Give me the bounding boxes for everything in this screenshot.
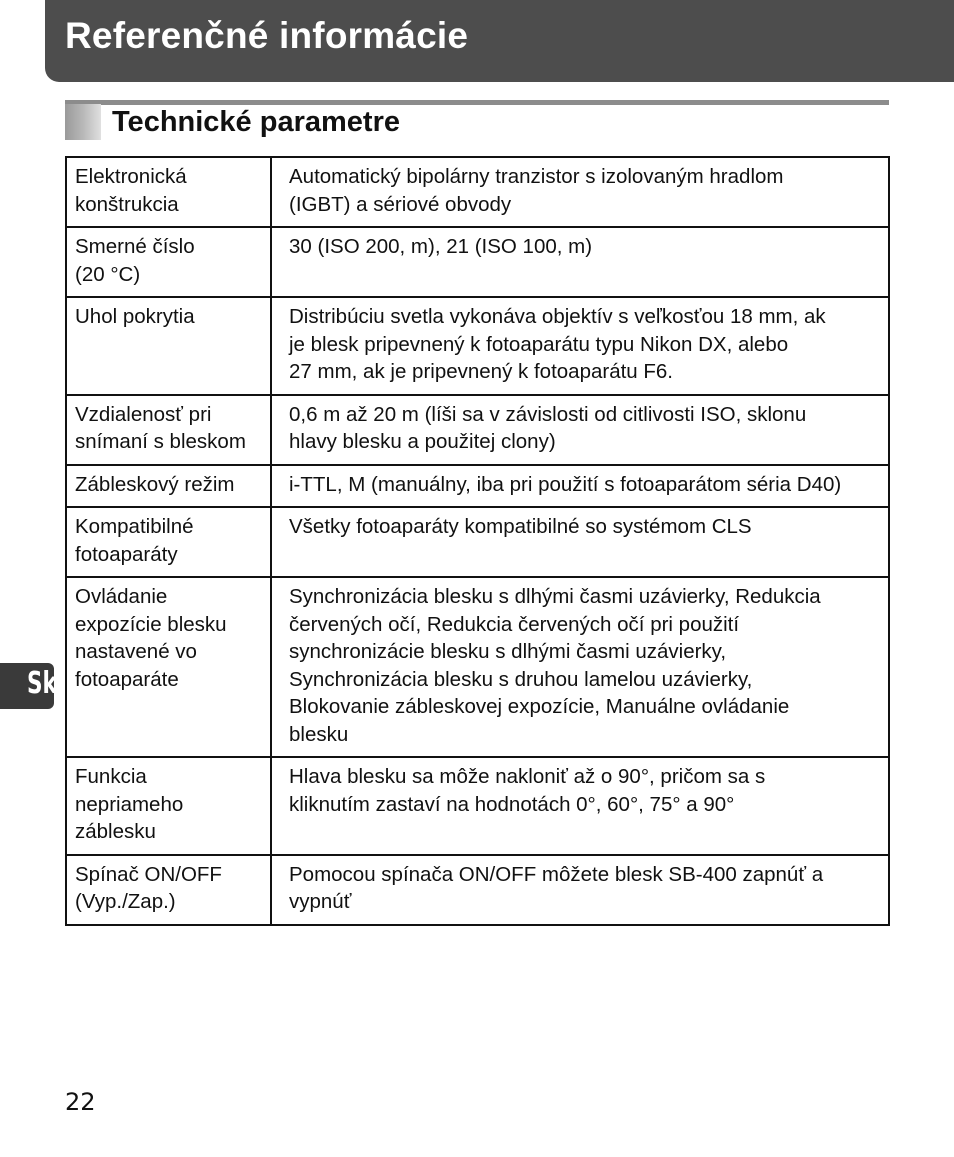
spec-label-cell	[66, 157, 271, 227]
spec-label-line: nepriameho	[75, 792, 184, 816]
spec-label-line: Funkcia	[75, 765, 147, 788]
spec-label-line: (20 °C)	[75, 262, 141, 286]
spec-value-line: synchronizácie blesku s dlhými časmi uzávierky,	[289, 640, 727, 663]
spec-label-line: fotoaparáty	[75, 542, 178, 566]
spec-table	[65, 156, 890, 926]
spec-value-line: Všetky fotoaparáty kompatibilné so systémom CLS	[289, 515, 752, 538]
spec-label-line: Vzdialenosť pri	[75, 402, 212, 426]
spec-label-line: snímaní s bleskom	[75, 430, 246, 453]
spec-value-cell	[271, 757, 889, 855]
spec-label-line: Ovládanie	[75, 585, 168, 608]
table-row	[66, 577, 889, 757]
spec-label-line: Uhol pokrytia	[75, 305, 195, 328]
spec-value-line: je blesk pripevnený k fotoaparátu typu Nikon DX, alebo	[289, 332, 789, 356]
table-row	[66, 855, 889, 925]
page-title: Referenčné informácie	[65, 15, 469, 56]
spec-value-cell	[271, 577, 889, 757]
spec-value-cell	[271, 855, 889, 925]
spec-label-line: Smerné číslo	[75, 235, 195, 258]
spec-label-cell	[66, 465, 271, 508]
spec-label-cell	[66, 855, 271, 925]
spec-value-line: 27 mm, ak je pripevnený k fotoaparátu F6.	[289, 360, 674, 383]
language-tab	[0, 663, 57, 709]
table-row	[66, 227, 889, 297]
spec-label-line: Kompatibilné	[75, 515, 194, 538]
spec-value-cell	[271, 227, 889, 297]
spec-label-line: fotoaparáte	[75, 667, 179, 691]
table-row	[66, 465, 889, 508]
spec-value-line: Automatický bipolárny tranzistor s izolovaným hradlom	[289, 165, 784, 188]
spec-value-line: 30 (ISO 200, m), 21 (ISO 100, m)	[289, 235, 593, 258]
spec-label-cell	[66, 297, 271, 395]
table-row	[66, 507, 889, 577]
spec-value-cell	[271, 465, 889, 508]
spec-value-cell	[271, 395, 889, 465]
spec-label-line: Elektronická	[75, 165, 187, 188]
spec-label-cell	[66, 757, 271, 855]
spec-value-cell	[271, 507, 889, 577]
spec-label-line: nastavené vo	[75, 640, 197, 663]
spec-label-cell	[66, 577, 271, 757]
spec-value-line: Hlava blesku sa môže nakloniť až o 90°, pričom sa s	[289, 765, 766, 788]
spec-label-line: záblesku	[75, 820, 156, 843]
spec-label-cell	[66, 395, 271, 465]
spec-value-line: Synchronizácia blesku s dlhými časmi uzávierky, Redukcia	[289, 585, 821, 608]
header-bar	[45, 0, 954, 82]
spec-value-line: hlavy blesku a použitej clony)	[289, 430, 556, 453]
section-title: Technické parametre	[112, 106, 400, 138]
table-row	[66, 757, 889, 855]
spec-value-line: 0,6 m až 20 m (líši sa v závislosti od citlivosti ISO, sklonu	[289, 402, 807, 426]
table-row	[66, 297, 889, 395]
spec-value-line: vypnúť	[289, 890, 352, 913]
spec-value-line: blesku	[289, 722, 349, 746]
language-tab-label: Sk	[27, 666, 57, 701]
spec-label-cell	[66, 507, 271, 577]
spec-value-line: (IGBT) a sériové obvody	[289, 192, 512, 216]
page-number: 22	[65, 1088, 96, 1116]
spec-value-cell	[271, 157, 889, 227]
spec-value-line: i-TTL, M (manuálny, iba pri použití s fotoaparátom séria D40)	[289, 472, 842, 496]
spec-value-line: červených očí, Redukcia červených očí pri použití	[289, 612, 740, 636]
section-marker	[65, 104, 101, 140]
spec-value-line: Blokovanie zábleskovej expozície, Manuálne ovládanie	[289, 695, 790, 718]
table-row	[66, 395, 889, 465]
spec-value-line: Distribúciu svetla vykonáva objektív s veľkosťou 18 mm, ak	[289, 305, 826, 328]
spec-label-line: Zábleskový režim	[75, 472, 235, 496]
spec-value-cell	[271, 297, 889, 395]
spec-value-line: Pomocou spínača ON/OFF môžete blesk SB-400 zapnúť a	[289, 862, 824, 886]
section-rule	[65, 100, 889, 105]
table-row	[66, 157, 889, 227]
spec-label-line: konštrukcia	[75, 192, 179, 216]
spec-label-line: (Vyp./Zap.)	[75, 890, 176, 913]
spec-label-line: Spínač ON/OFF	[75, 862, 222, 886]
spec-label-line: expozície blesku	[75, 612, 227, 636]
spec-value-line: kliknutím zastaví na hodnotách 0°, 60°, 75° a 90°	[289, 792, 735, 816]
spec-label-cell	[66, 227, 271, 297]
spec-value-line: Synchronizácia blesku s druhou lamelou uzávierky,	[289, 667, 753, 691]
